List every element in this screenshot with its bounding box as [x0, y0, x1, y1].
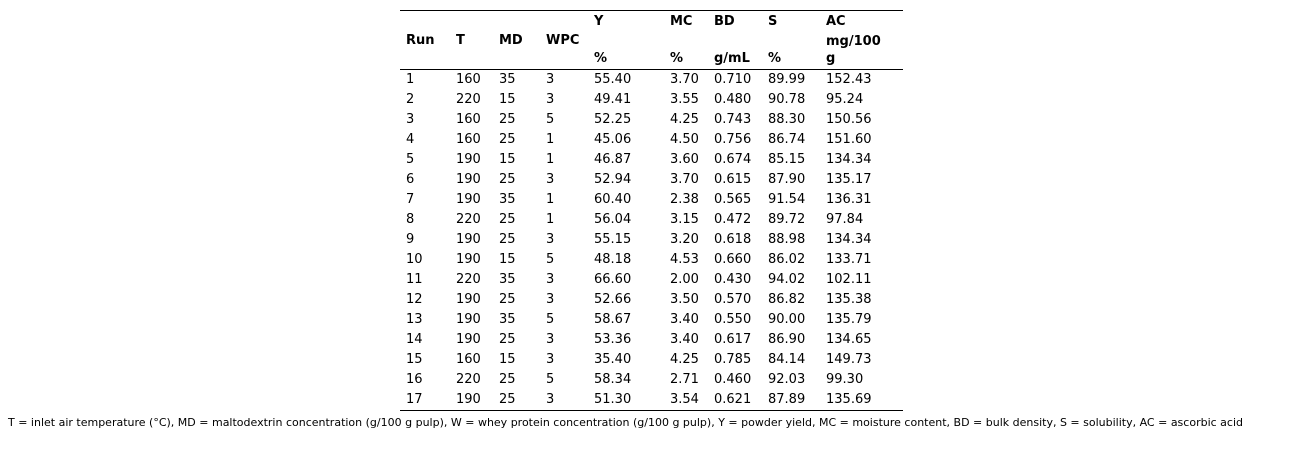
table-cell: 99.30 [826, 372, 864, 387]
table-cell: 190 [456, 292, 481, 307]
table-cell: 53.36 [594, 332, 632, 347]
table-cell: 35 [499, 272, 516, 287]
table-cell: 220 [456, 92, 481, 107]
table-cell: 3.15 [670, 212, 699, 227]
table-cell: 4 [406, 132, 415, 147]
table-cell: 35 [499, 72, 516, 87]
table-cell: 58.34 [594, 372, 632, 387]
table-row [400, 390, 903, 411]
table-cell: 25 [499, 232, 516, 247]
table-cell: 135.17 [826, 172, 872, 187]
table-cell: 0.480 [714, 92, 752, 107]
table-cell: 149.73 [826, 352, 872, 367]
table-cell: 3.50 [670, 292, 699, 307]
table-cell: 52.25 [594, 112, 632, 127]
table-cell: 0.550 [714, 312, 752, 327]
table-cell: 46.87 [594, 152, 632, 167]
table-row [400, 370, 903, 390]
table-cell: 135.69 [826, 392, 872, 407]
table-cell: 1 [546, 212, 555, 227]
table-cell: 3 [546, 72, 555, 87]
table-cell: 88.30 [768, 112, 806, 127]
table-cell: 3 [546, 272, 555, 287]
table-cell: 160 [456, 352, 481, 367]
table-row [400, 270, 903, 290]
column-header-wpc: WPC [546, 32, 580, 48]
table-cell: 0.570 [714, 292, 752, 307]
table-cell: 190 [456, 252, 481, 267]
table-cell: 4.53 [670, 252, 699, 267]
table-cell: 14 [406, 332, 423, 347]
column-header-y: Y % [594, 14, 608, 66]
table-header-row [400, 11, 903, 70]
column-header-t: T [456, 32, 465, 48]
table-cell: 0.460 [714, 372, 752, 387]
table-cell: 160 [456, 132, 481, 147]
table-cell: 25 [499, 212, 516, 227]
table-cell: 52.66 [594, 292, 632, 307]
table-cell: 25 [499, 372, 516, 387]
table-cell: 25 [499, 112, 516, 127]
table-cell: 35 [499, 192, 516, 207]
table-cell: 0.430 [714, 272, 752, 287]
table-cell: 13 [406, 312, 423, 327]
table-cell: 95.24 [826, 92, 864, 107]
table-cell: 1 [546, 192, 555, 207]
table-cell: 3.40 [670, 332, 699, 347]
table-cell: 25 [499, 172, 516, 187]
table-cell: 2 [406, 92, 415, 107]
table-cell: 2.71 [670, 372, 699, 387]
table-cell: 35 [499, 312, 516, 327]
table-row [400, 310, 903, 330]
table-cell: 0.743 [714, 112, 752, 127]
table-cell: 4.25 [670, 352, 699, 367]
table-cell: 0.756 [714, 132, 752, 147]
table-cell: 5 [406, 152, 415, 167]
table-row [400, 230, 903, 250]
table-cell: 55.40 [594, 72, 632, 87]
table-cell: 3 [546, 172, 555, 187]
table-cell: 91.54 [768, 192, 806, 207]
table-cell: 190 [456, 152, 481, 167]
table-cell: 10 [406, 252, 423, 267]
table-cell: 8 [406, 212, 415, 227]
table-cell: 86.02 [768, 252, 806, 267]
table-row [400, 170, 903, 190]
table-row [400, 90, 903, 110]
table-cell: 134.34 [826, 152, 872, 167]
column-header-s: S % [768, 14, 782, 66]
table-cell: 0.660 [714, 252, 752, 267]
table-cell: 6 [406, 172, 415, 187]
table-cell: 3 [546, 352, 555, 367]
column-header-run: Run [406, 32, 435, 48]
table-cell: 3.54 [670, 392, 699, 407]
column-header-md: MD [499, 32, 523, 48]
table-cell: 1 [406, 72, 415, 87]
table-cell: 0.472 [714, 212, 752, 227]
table-cell: 3 [546, 292, 555, 307]
table-cell: 3.20 [670, 232, 699, 247]
table-cell: 25 [499, 392, 516, 407]
table-cell: 94.02 [768, 272, 806, 287]
table-cell: 2.00 [670, 272, 699, 287]
table-cell: 51.30 [594, 392, 632, 407]
table-cell: 0.785 [714, 352, 752, 367]
table-cell: 1 [546, 152, 555, 167]
table-row [400, 150, 903, 170]
table-cell: 3.70 [670, 72, 699, 87]
table-cell: 190 [456, 172, 481, 187]
table-cell: 16 [406, 372, 423, 387]
table-cell: 5 [546, 112, 555, 127]
table-cell: 25 [499, 292, 516, 307]
table-cell: 134.65 [826, 332, 872, 347]
table-cell: 15 [406, 352, 423, 367]
table-cell: 88.98 [768, 232, 806, 247]
table-cell: 90.78 [768, 92, 806, 107]
table-cell: 0.565 [714, 192, 752, 207]
table-cell: 45.06 [594, 132, 632, 147]
table-cell: 160 [456, 112, 481, 127]
table-cell: 86.90 [768, 332, 806, 347]
table-cell: 190 [456, 332, 481, 347]
table-cell: 12 [406, 292, 423, 307]
table-cell: 190 [456, 192, 481, 207]
table-cell: 2.38 [670, 192, 699, 207]
table-cell: 136.31 [826, 192, 872, 207]
table-cell: 90.00 [768, 312, 806, 327]
table-cell: 5 [546, 312, 555, 327]
table-cell: 11 [406, 272, 423, 287]
table-cell: 92.03 [768, 372, 806, 387]
table-cell: 87.90 [768, 172, 806, 187]
table-cell: 134.34 [826, 232, 872, 247]
table-cell: 135.38 [826, 292, 872, 307]
table-cell: 0.618 [714, 232, 752, 247]
table-cell: 48.18 [594, 252, 632, 267]
table-row [400, 70, 903, 91]
table-cell: 220 [456, 372, 481, 387]
table-cell: 190 [456, 232, 481, 247]
table-cell: 89.72 [768, 212, 806, 227]
table-cell: 56.04 [594, 212, 632, 227]
table-cell: 150.56 [826, 112, 872, 127]
table-cell: 5 [546, 372, 555, 387]
table-cell: 97.84 [826, 212, 864, 227]
table-row [400, 110, 903, 130]
table-cell: 25 [499, 132, 516, 147]
table-row [400, 130, 903, 150]
table-cell: 87.89 [768, 392, 806, 407]
table-cell: 84.14 [768, 352, 806, 367]
table-cell: 135.79 [826, 312, 872, 327]
table-cell: 15 [499, 352, 516, 367]
results-table [400, 10, 903, 411]
table-cell: 1 [546, 132, 555, 147]
table-cell: 0.710 [714, 72, 752, 87]
table-cell: 17 [406, 392, 423, 407]
table-cell: 15 [499, 152, 516, 167]
column-header-ac: AC mg/100 g [826, 14, 881, 66]
table-cell: 220 [456, 212, 481, 227]
table-cell: 151.60 [826, 132, 872, 147]
table-cell: 220 [456, 272, 481, 287]
table-cell: 3 [546, 392, 555, 407]
table-cell: 86.82 [768, 292, 806, 307]
table-cell: 49.41 [594, 92, 632, 107]
table-row [400, 190, 903, 210]
table-footnote: T = inlet air temperature (°C), MD = maltodextrin concentration (g/100 g pulp), W = whey protein concentration (g/100 g pulp), Y = powder yield, MC = moisture content, BD = bulk density, S = solubility, AC = ascorbic acid [8, 416, 1244, 429]
table-cell: 3 [546, 92, 555, 107]
table-cell: 190 [456, 312, 481, 327]
table-cell: 0.621 [714, 392, 752, 407]
table-cell: 66.60 [594, 272, 632, 287]
table-cell: 25 [499, 332, 516, 347]
table-cell: 86.74 [768, 132, 806, 147]
table-cell: 0.674 [714, 152, 752, 167]
table-cell: 3 [406, 112, 415, 127]
table-cell: 60.40 [594, 192, 632, 207]
table-cell: 52.94 [594, 172, 632, 187]
table-cell: 4.25 [670, 112, 699, 127]
table-cell: 35.40 [594, 352, 632, 367]
table-cell: 9 [406, 232, 415, 247]
table-cell: 85.15 [768, 152, 806, 167]
column-header-bd: BD g/mL [714, 14, 750, 66]
table-cell: 3.55 [670, 92, 699, 107]
doe-results-table [400, 10, 903, 411]
table-cell: 15 [499, 92, 516, 107]
table-cell: 5 [546, 252, 555, 267]
table-cell: 3.40 [670, 312, 699, 327]
table-cell: 0.615 [714, 172, 752, 187]
table-row [400, 250, 903, 270]
table-cell: 3.60 [670, 152, 699, 167]
table-row [400, 290, 903, 310]
table-cell: 0.617 [714, 332, 752, 347]
table-cell: 58.67 [594, 312, 632, 327]
table-cell: 160 [456, 72, 481, 87]
table-cell: 7 [406, 192, 415, 207]
table-cell: 190 [456, 392, 481, 407]
table-cell: 3.70 [670, 172, 699, 187]
column-header-mc: MC % [670, 14, 693, 66]
table-cell: 55.15 [594, 232, 632, 247]
table-cell: 133.71 [826, 252, 872, 267]
table-cell: 15 [499, 252, 516, 267]
table-cell: 152.43 [826, 72, 872, 87]
table-row [400, 350, 903, 370]
table-row [400, 210, 903, 230]
table-cell: 3 [546, 232, 555, 247]
table-cell: 3 [546, 332, 555, 347]
table-cell: 102.11 [826, 272, 872, 287]
table-cell: 89.99 [768, 72, 806, 87]
table-cell: 4.50 [670, 132, 699, 147]
table-row [400, 330, 903, 350]
